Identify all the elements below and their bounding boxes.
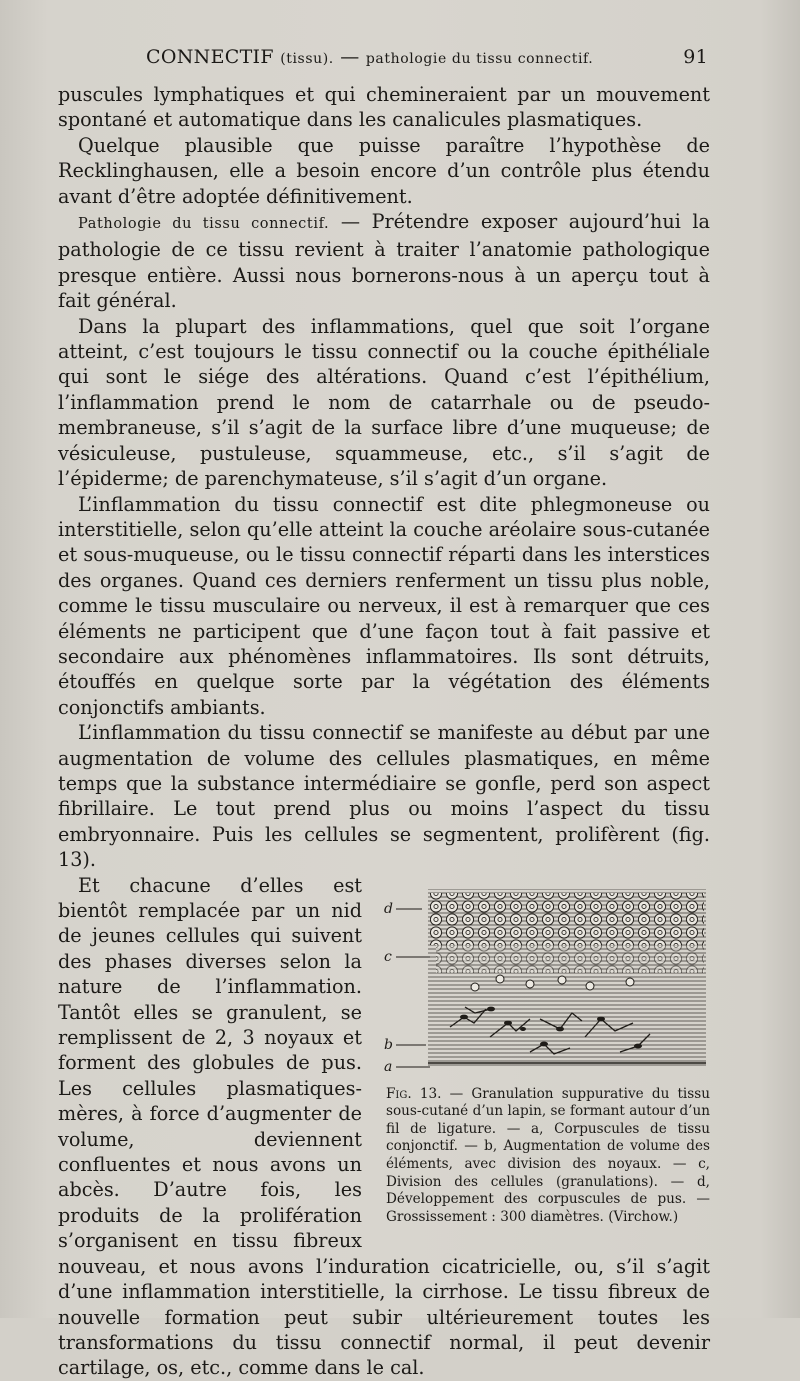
body-text (58, 82, 710, 1381)
paragraph-3-text: — Prétendre exposer aujourd’hui la pathologie de ce tissu revient à traiter l’anatomie pathologique presque entière. Aussi nous bornerons-nous à un aperçu tout à fait général. (58, 210, 710, 313)
paragraph-2: Quelque plausible que puisse paraître l’hypothèse de Recklinghausen, elle a besoin encore d’un contrôle plus étendu avant d’être adoptée définitivement. (58, 133, 710, 208)
paragraph-1: puscules lymphatiques et qui chemineraient par un mouvement spontané et automatique dans les canalicules plasmatiques. (58, 83, 710, 132)
paragraph-4: Dans la plupart des inflammations, quel que soit l’organe atteint, c’est toujours le tissu connectif ou la couche épithéliale qui sont le siége des altérations. Quand c’est l’épithélium, l’inflammation prend le nom de catarrhale ou de pseudo-membraneuse, s’il s’agit de la surface libre d’une muqueuse; de vésiculeuse, pustuleuse, squammeuse, etc., s’il s’agit de l’épiderme; de parenchymateuse, s’il s’agit d’un organe. (58, 314, 710, 491)
figure-caption (380, 1086, 710, 1227)
paragraph-5: L’inflammation du tissu connectif est dite phlegmoneuse ou interstitielle, selon qu’elle atteint la couche aréolaire sous-cutanée et sous-muqueuse, ou le tissu connectif réparti dans les interstices des organes. Quand ces derniers renferment un tissu plus noble, comme le tissu musculaire ou nerveux, il est à remarquer que ces éléments ne participent que d’une façon tout à fait passive et secondaire aux phénomènes inflammatoires. Ils sont détruits, étouffés en quelque sorte par la végétation des éléments conjonctifs ambiants. (58, 492, 710, 719)
paragraph-3 (58, 209, 710, 314)
figure-label-d: d (384, 900, 393, 917)
running-title-section: pathologie du tissu connectif. (365, 51, 594, 67)
running-title-main: CONNECTIF (146, 46, 274, 68)
paragraph-6: L’inflammation du tissu connectif se manifeste au début par une augmentation de volume des cellules plasmatiques, en même temps que la substance intermédiaire se gonfle, perd son aspect fibrillaire. Le tout prend plus ou moins l’aspect du tissu embryonnaire. Puis les cellules se segmentent, prolifèrent (fig. 13). (58, 721, 710, 872)
running-title-paren: (tissu). (280, 51, 334, 67)
paragraph-6-container (58, 720, 710, 872)
tissue-engraving-illustration (380, 887, 710, 1082)
page-number: 91 (683, 46, 708, 68)
section-heading: Pathologie du tissu connectif. (78, 216, 330, 233)
figure-13 (380, 887, 710, 1227)
figure-label-b: b (384, 1036, 393, 1053)
running-title (146, 46, 593, 68)
paragraph-7: Et chacune d’elles est bientôt remplacée par un nid de jeunes cellules qui suivent des phases diverses selon la nature de l’inflammation. Tantôt elles se granulent, se remplissent de 2, 3 noyaux et forment des globules de pus. Les cellules plasmatiques-mères, à force d’augmenter de volume, deviennent confluentes et nous avons un abcès. D’autre fois, les produits de la prolifération s’organisent en tissu fibreux nouveau, et nous avons l’induration cicatricielle, ou, s’il s’agit d’une inflammation interstitielle, la cirrhose. Le tissu fibreux de nouvelle formation peut subir ultérieurement toutes les transformations du tissu connectif normal, il peut devenir cartilage, os, etc., comme dans le cal. (58, 873, 710, 1380)
figure-label-c: c (384, 948, 392, 965)
figure-caption-text: — Granulation suppurative du tissu sous-cutané d’un lapin, se formant autour d’un fil de ligature. — a, Corpuscules de tissu conjonctif. — b, Augmentation de volume des éléments, avec division des noyaux. — c, Division des cellules (granulations). — d, Développement des corpuscules de pus. — Grossissement : 300 diamètres. (Virchow.) (386, 1085, 710, 1225)
running-header (58, 46, 708, 76)
figure-label-a: a (384, 1058, 393, 1075)
figure-engraving (380, 887, 710, 1082)
figure-caption-label: Fig. 13. (386, 1085, 442, 1102)
running-title-dash: — (340, 46, 360, 68)
